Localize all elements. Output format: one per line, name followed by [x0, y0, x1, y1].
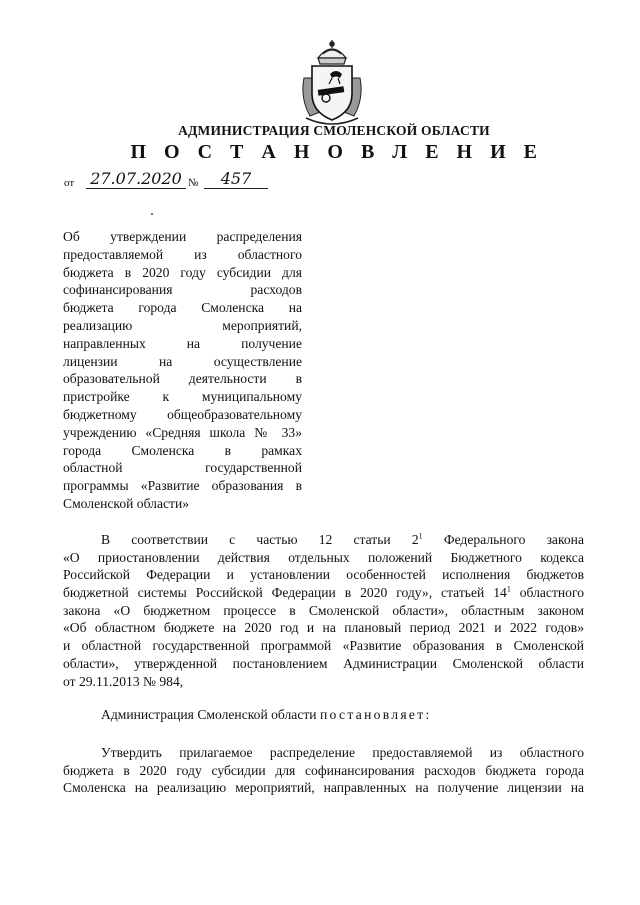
paragraph-line: области», утвержденной постановлением Администрации Смоленской области [63, 655, 584, 671]
decision-paragraph [63, 744, 584, 797]
resolution-line [63, 706, 584, 724]
paragraph-line: «О приостановлении действия отдельных положений Бюджетного кодекса [63, 549, 584, 565]
subject-line: Смоленской области» [63, 495, 190, 511]
resolution-subject: Администрация Смоленской области [101, 707, 317, 722]
paragraph-line: Смоленска на реализацию мероприятий, направленных на получение лицензии на [63, 780, 584, 796]
paragraph-line: Российской Федерации и установлении особенностей исполнения бюджетов [63, 567, 584, 583]
subject-line: областной государственной [63, 460, 302, 476]
paragraph-line: закона «О бюджетном процессе в Смоленской области», областным законом [63, 602, 584, 618]
subject-line: софинансирования расходов [63, 282, 302, 298]
paragraph-line: от 29.11.2013 № 984, [63, 673, 184, 689]
paragraph-line: бюджета в 2020 году субсидии для софинансирования расходов бюджета города [63, 762, 584, 778]
paragraph-line: и областной государственной программой «Развитие образования в Смоленской [63, 638, 584, 654]
subject-line: образовательной деятельности в [63, 371, 302, 387]
subject-line: бюджета в 2020 году субсидии для [63, 264, 302, 280]
document-type-title: П О С Т А Н О В Л Е Н И Е [130, 141, 544, 163]
organization-name: АДМИНИСТРАЦИЯ СМОЛЕНСКОЙ ОБЛАСТИ [178, 123, 490, 138]
date-prefix: от [64, 177, 75, 189]
paragraph-line: «Об областном бюджете на 2020 год и на плановый период 2021 и 2022 годов» [63, 620, 584, 636]
paragraph-line: Утвердить прилагаемое распределение предоставляемой из областного [101, 745, 584, 760]
subject-line: Об утверждении распределения [63, 229, 302, 244]
subject-line: бюджетному общеобразовательному [63, 406, 302, 422]
subject-line: учреждению «Средняя школа № 33» [63, 424, 302, 440]
resolution-verb: постановляет: [319, 707, 432, 722]
paragraph-line: бюджетной системы Российской Федерации в 2020 году», статьей $14^1$ областного [63, 584, 585, 601]
subject-line: бюджета города Смоленска на [63, 300, 302, 316]
number-prefix: № [188, 177, 199, 189]
subject-line: программы «Развитие образования в [63, 478, 302, 494]
paragraph-line: В соответствии с частью 12 статьи $2^1$ Федерального закона [101, 531, 584, 547]
date-number-line [64, 169, 284, 194]
scan-speck [151, 213, 153, 215]
subject-line: направленных на получение [63, 335, 302, 351]
subject-line: реализацию мероприятий, [63, 317, 302, 333]
subject-line: пристройке к муниципальному [63, 389, 302, 405]
coat-of-arms-emblem [296, 38, 368, 126]
preamble-paragraph [63, 531, 584, 690]
subject-line: лицензии на осуществление [63, 353, 302, 369]
handwritten-number: 457 [204, 170, 268, 189]
document-subject [63, 228, 302, 513]
handwritten-date: 27.07.2020 [86, 170, 186, 189]
paragraph-line [63, 706, 584, 724]
subject-line: города Смоленска в рамках [63, 442, 302, 458]
subject-line: предоставляемой из областного [63, 246, 302, 262]
